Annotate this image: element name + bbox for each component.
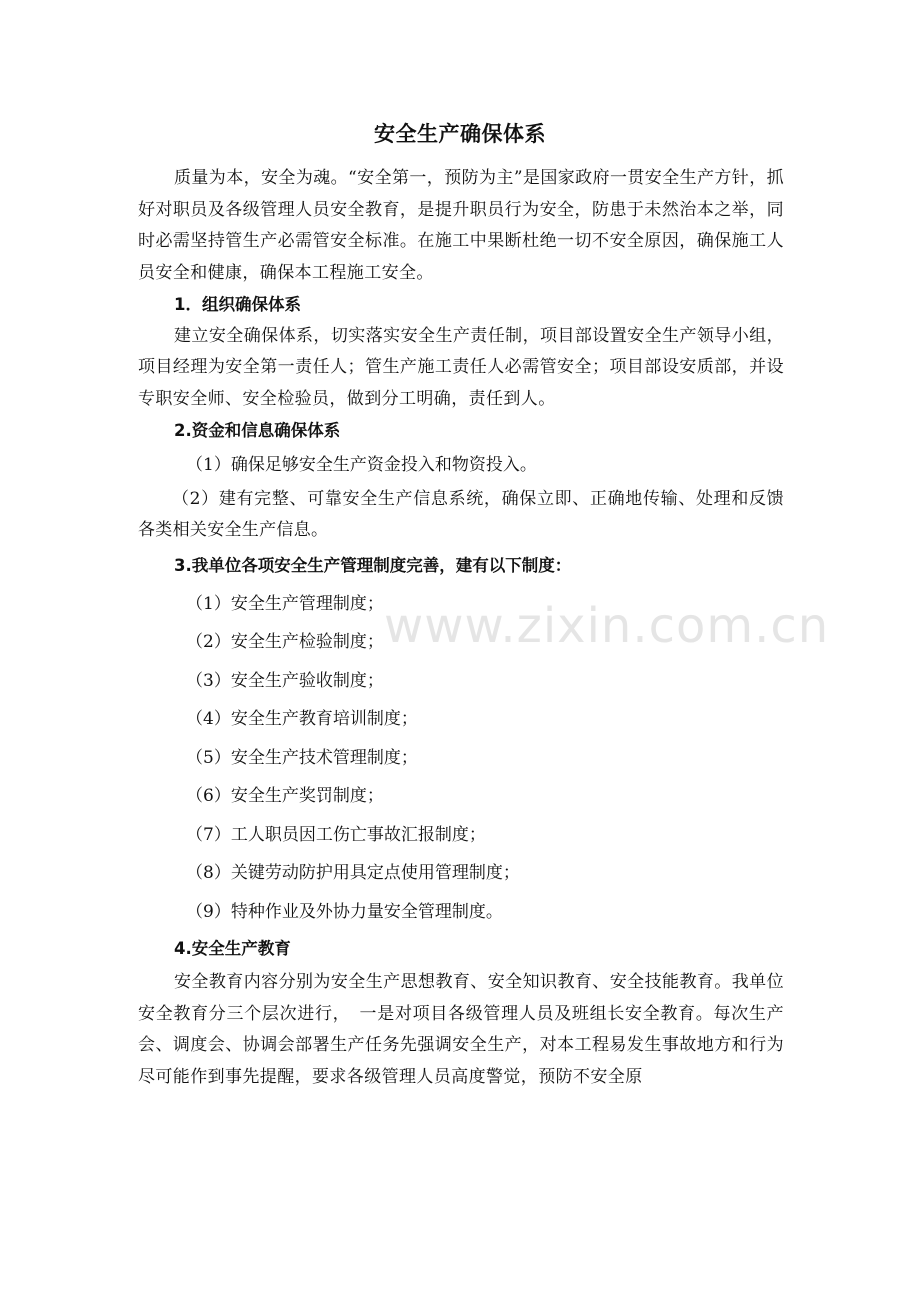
- list-item: （3）安全生产验收制度；: [186, 670, 384, 691]
- list-item: （6）安全生产奖罚制度；: [186, 786, 384, 806]
- watermark: www.zixin.com.cn: [384, 598, 830, 654]
- intro-paragraph: 质量为本，安全为魂。“安全第一，预防为主”是国家政府一贯安全生产方针，抓好对职员及各级管理人员安全教育，是提升职员行为安全，防患于未然治本之举，同时必需坚持管生产必需管安全标准。在施工中果断杜绝一切不安全原因，确保施工人员安全和健康，确保本工程施工安全。: [138, 168, 784, 283]
- list-item: （5）安全生产技术管理制度；: [186, 747, 418, 768]
- list-item: （9）特种作业及外协力量安全管理制度。: [186, 901, 503, 922]
- section-heading-4: 4.安全生产教育: [174, 939, 291, 958]
- list-item: （4）安全生产教育培训制度；: [186, 709, 418, 729]
- page-title: 安全生产确保体系: [374, 122, 546, 146]
- list-item: （8）关键劳动防护用具定点使用管理制度；: [186, 863, 520, 883]
- section-heading-1: 1．组织确保体系: [174, 295, 301, 314]
- list-item: （2）建有完整、可靠安全生产信息系统，确保立即、正确地传输、处理和反馈各类相关安全生产信息。: [138, 488, 784, 540]
- document-body: [138, 163, 784, 1093]
- list-item: （1）确保足够安全生产资金投入和物资投入。: [186, 454, 537, 475]
- section-4-paragraph: 安全教育内容分别为安全生产思想教育、安全知识教育、安全技能教育。我单位安全教育分三个层次进行， 一是对项目各级管理人员及班组长安全教育。每次生产会、调度会、协调会部署生产任务先强调安全生产，对本工程易发生事故地方和行为尽可能作到事先提醒，要求各级管理人员高度警觉，预防不安全原: [138, 972, 784, 1087]
- section-heading-3: 3.我单位各项安全生产管理制度完善，建有以下制度：: [174, 555, 572, 575]
- section-heading-2: 2.资金和信息确保体系: [174, 421, 341, 440]
- list-item: （7）工人职员因工伤亡事故汇报制度；: [186, 824, 486, 845]
- list-item: （1）安全生产管理制度；: [186, 593, 384, 614]
- list-item: （2）安全生产检验制度；: [186, 632, 384, 652]
- section-1-paragraph: 建立安全确保体系，切实落实安全生产责任制，项目部设置安全生产领导小组，项目经理为安全第一责任人；管生产施工责任人必需管安全；项目部设安质部，并设专职安全师、安全检验员，做到分工明确，责任到人。: [138, 325, 784, 409]
